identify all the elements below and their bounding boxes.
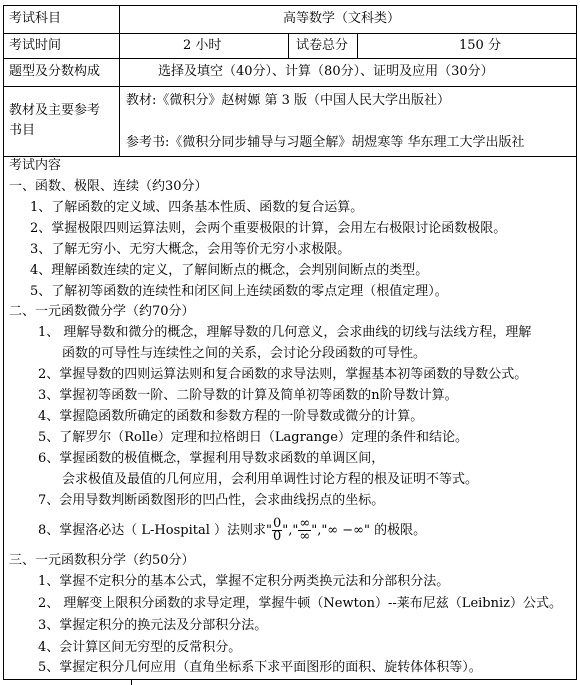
item-8-separator: "," (282, 523, 299, 538)
fraction-inf-over-inf (298, 518, 311, 543)
table-rule-1 (3, 33, 577, 34)
time-label: 考试时间 (9, 38, 62, 53)
fraction-denominator-inf: ∞ (299, 529, 311, 544)
section-2-item-8 (38, 517, 426, 545)
score-label: 试卷总分 (296, 38, 349, 53)
section-3-item-3: 3、掌握定积分的换元法及分部积分法。 (38, 618, 268, 633)
fraction-zero-over-zero (272, 518, 282, 543)
table-rule-right (576, 5, 577, 680)
table-rule-mid-col (288, 33, 289, 58)
section-3-item-5: 5、掌握定积分几何应用（直角坐标系下求平面图形的面积、旋转体体积等）。 (38, 660, 482, 675)
table-rule-top (3, 5, 577, 6)
section-2-item-3: 3、掌握初等函数一阶、二阶导数的计算及简单初等函数的n阶导数计算。 (38, 388, 458, 403)
section-2-item-6a: 6、掌握函数的极值概念，掌握利用导数求函数的单调区间， (38, 451, 385, 466)
books-label-line-2: 书目 (9, 123, 36, 138)
time-value: 2 小时 (183, 38, 222, 53)
textbook: 教材:《微积分》赵树嫄 第 3 版（中国人民大学出版社） (126, 93, 451, 108)
section-2-item-4: 4、掌握隐函数所确定的函数和参数方程的一阶导数或微分的计算。 (38, 409, 424, 424)
section-1-item-5: 5、了解初等函数的连续性和闭区间上连续函数的零点定理（根值定理）。 (30, 284, 448, 299)
types-label: 题型及分数构成 (9, 64, 101, 79)
content-title: 考试内容 (9, 158, 62, 173)
fraction-numerator: 0 (273, 516, 282, 531)
types-value: 选择及填空（40分）、计算（80分）、证明及应用（30分） (158, 64, 494, 79)
item-8-prefix: 8、掌握洛必达（ L-Hospital ）法则求" (38, 523, 272, 538)
fraction-numerator-inf: ∞ (299, 516, 311, 531)
table-rule-left (3, 5, 4, 680)
section-2-item-1b: 函数的可导性与连续性之间的关系，会讨论分段函数的可导性。 (62, 346, 427, 361)
section-1-item-1: 1、了解函数的定义域、四条基本性质、函数的复合运算。 (30, 200, 364, 215)
subject-label: 考试科目 (9, 11, 62, 26)
table-rule-2 (3, 58, 577, 59)
books-label-line-1: 教材及主要参考 (9, 103, 101, 118)
table-rule-mid-col-2 (357, 33, 358, 58)
table-rule-bottom (3, 679, 577, 680)
reference-book: 参考书:《微积分同步辅导与习题全解》胡煜寒等 华东理工大学出版社 (126, 135, 525, 150)
section-3-item-2: 2、 理解变上限积分函数的求导定理，掌握牛顿（Newton）--莱布尼兹（Leibniz）公式。 (38, 596, 562, 611)
fraction-denominator: 0 (273, 529, 282, 544)
section-2-item-1a: 1、 理解导数和微分的概念，理解导数的几何意义，会求曲线的切线与法线方程，理解 (38, 325, 532, 340)
section-2-item-2: 2、掌握导数的四则运算法则和复合函数的求导法则，掌握基本初等函数的导数公式。 (38, 367, 528, 382)
section-1-item-2: 2、掌握极限四则运算法则，会两个重要极限的计算，会用左右极限讨论函数极限。 (30, 221, 507, 236)
section-2-title: 二、一元函数微分学（约70分） (9, 304, 195, 319)
section-1-title: 一、函数、极限、连续（约30分） (9, 179, 208, 194)
table-rule-3 (3, 86, 577, 87)
subject-value: 高等数学（文科类） (283, 11, 401, 26)
section-2-item-5: 5、了解罗尔（Rolle）定理和拉格朗日（Lagrange）定理的条件和结论。 (38, 430, 468, 445)
section-3-item-1: 1、掌握不定积分的基本公式，掌握不定积分两类换元法和分部积分法。 (38, 574, 450, 589)
table-rule-4 (3, 156, 577, 157)
section-1-item-4: 4、理解函数连续的定义，了解间断点的概念，会判别间断点的类型。 (30, 263, 429, 278)
section-2-item-6b: 会求极值及最值的几何应用，会利用单调性讨论方程的根及证明不等式。 (62, 472, 479, 487)
section-2-item-7: 7、会用导数判断函数图形的凹凸性，会求曲线拐点的坐标。 (38, 493, 385, 508)
item-8-suffix: ","∞ −∞" 的极限。 (311, 523, 427, 538)
table-rule-label-col (119, 5, 120, 156)
score-value: 150 分 (459, 38, 501, 53)
section-3-item-4: 4、会计算区间无穷型的反常积分。 (38, 640, 242, 655)
section-1-item-3: 3、了解无穷小、无穷大概念，会用等价无穷小求极限。 (30, 242, 351, 257)
table-rule-foot (131, 679, 132, 685)
section-3-title: 三、一元函数积分学（约50分） (9, 553, 195, 568)
